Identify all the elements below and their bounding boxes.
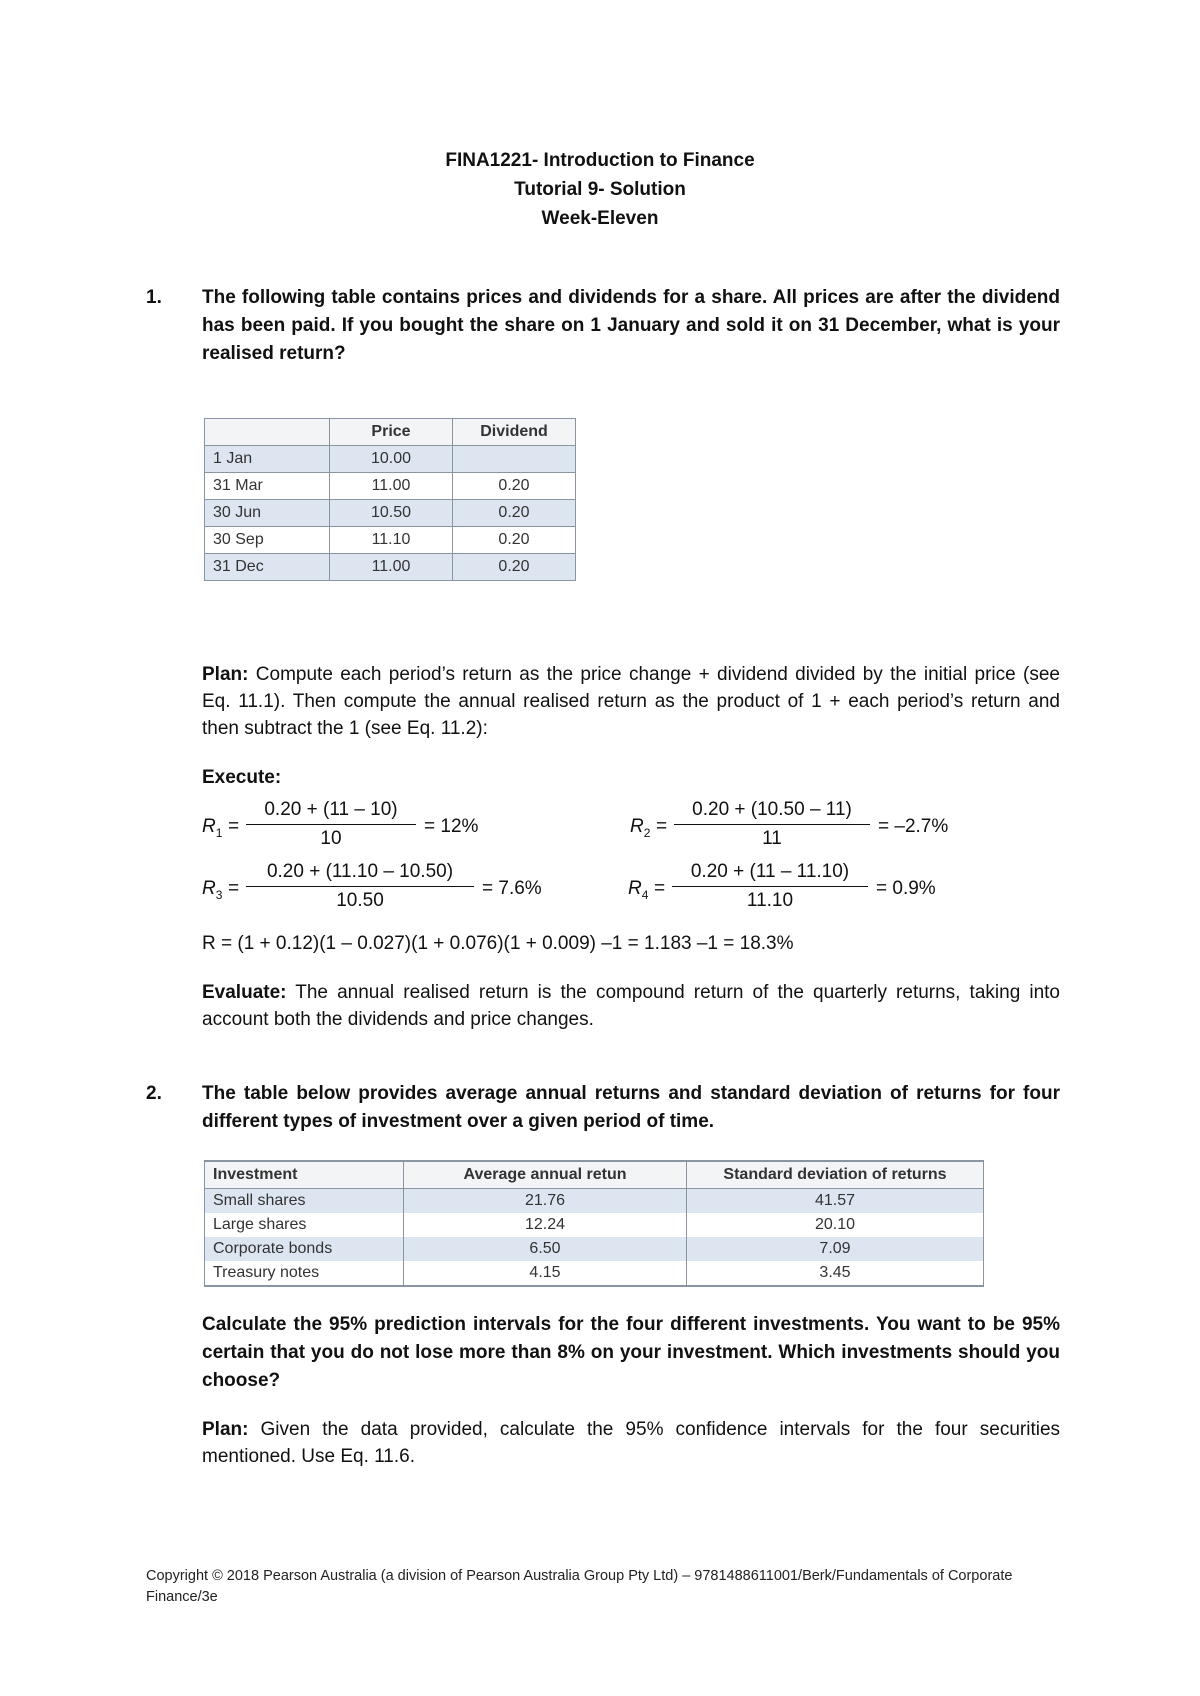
table-cell: 11.00 bbox=[330, 473, 453, 500]
question-1-text: The following table contains prices and dividends for a share. All prices are after the dividend has been paid. If you bought the share on 1 January and sold it on 31 December, what is your realised return? bbox=[202, 287, 1060, 364]
table-cell: 7.09 bbox=[687, 1237, 984, 1261]
table-header-cell: Standard deviation of returns bbox=[687, 1161, 984, 1189]
table-cell: 4.15 bbox=[404, 1261, 687, 1286]
table-cell: 30 Jun bbox=[205, 500, 330, 527]
table-cell: Large shares bbox=[205, 1213, 404, 1237]
plan-paragraph-1 bbox=[202, 661, 1060, 742]
table-header-row bbox=[205, 1161, 984, 1189]
table-cell: 6.50 bbox=[404, 1237, 687, 1261]
tutorial-title: Tutorial 9- Solution bbox=[514, 179, 686, 200]
table-row bbox=[205, 1189, 984, 1214]
equation-denominator: 10.50 bbox=[336, 890, 384, 911]
equation-denominator: 11.10 bbox=[746, 890, 794, 911]
execute-label: Execute: bbox=[202, 767, 282, 788]
equation-result: = 0.9% bbox=[876, 878, 936, 899]
table-header-row bbox=[205, 419, 576, 446]
plan-label: Plan: bbox=[202, 1419, 249, 1440]
plan-label: Plan: bbox=[202, 664, 249, 685]
equation-fraction bbox=[246, 858, 474, 915]
equation-numerator: 0.20 + (10.50 – 11) bbox=[692, 799, 852, 820]
question-2-prompt: Calculate the 95% prediction intervals for the four different investments. You want to be 95% certain that you do not lose more than 8% on your investment. Which investments should you choose? bbox=[202, 1314, 1060, 1391]
table-row bbox=[205, 500, 576, 527]
table-cell: 41.57 bbox=[687, 1189, 984, 1214]
table-header-cell: Investment bbox=[205, 1161, 404, 1189]
table-cell: 31 Mar bbox=[205, 473, 330, 500]
table-cell: 10.00 bbox=[330, 446, 453, 473]
table-cell bbox=[453, 446, 576, 473]
equation-lhs: $R_1$ = bbox=[202, 816, 239, 840]
table-cell: Corporate bonds bbox=[205, 1237, 404, 1261]
table-cell: Small shares bbox=[205, 1189, 404, 1214]
equation-fraction bbox=[246, 796, 416, 853]
equation-numerator: 0.20 + (11.10 – 10.50) bbox=[266, 861, 454, 882]
price-dividend-table bbox=[204, 418, 576, 581]
equation-fraction bbox=[672, 858, 868, 915]
plan-text: Given the data provided, calculate the 95% confidence intervals for the four securities mentioned. Use Eq. 11.6. bbox=[202, 1419, 1061, 1467]
table-row bbox=[205, 527, 576, 554]
document-header bbox=[0, 146, 1200, 233]
table-cell: 0.20 bbox=[453, 527, 576, 554]
table-row bbox=[205, 446, 576, 473]
table-cell: 10.50 bbox=[330, 500, 453, 527]
table-cell: 3.45 bbox=[687, 1261, 984, 1286]
week-title: Week-Eleven bbox=[541, 208, 659, 229]
equation-numerator: 0.20 + (11 – 11.10) bbox=[690, 861, 850, 882]
table-row bbox=[205, 554, 576, 581]
question-2-number: 2. bbox=[146, 1083, 162, 1104]
evaluate-paragraph bbox=[202, 979, 1060, 1033]
table-cell: 11.10 bbox=[330, 527, 453, 554]
table-cell: Treasury notes bbox=[205, 1261, 404, 1286]
equation-result: = –2.7% bbox=[878, 816, 949, 837]
course-title: FINA1221- Introduction to Finance bbox=[445, 150, 755, 171]
table-row bbox=[205, 1261, 984, 1286]
table-cell: 0.20 bbox=[453, 473, 576, 500]
evaluate-text: The annual realised return is the compound return of the quarterly returns, taking into account both the dividends and price changes. bbox=[202, 982, 1061, 1030]
equation-denominator: 10 bbox=[320, 828, 342, 849]
equation-result: = 12% bbox=[424, 816, 479, 837]
table-cell: 30 Sep bbox=[205, 527, 330, 554]
question-2-text: The table below provides average annual returns and standard deviation of returns for four different types of investment over a given period of time. bbox=[202, 1083, 1060, 1132]
question-1-number: 1. bbox=[146, 287, 162, 308]
equation-result: = 7.6% bbox=[482, 878, 542, 899]
table-row bbox=[205, 473, 576, 500]
table-cell: 21.76 bbox=[404, 1189, 687, 1214]
equation-lhs: $R_2$ = bbox=[630, 816, 667, 840]
equation-denominator: 11 bbox=[762, 828, 782, 849]
plan-paragraph-2 bbox=[202, 1416, 1060, 1470]
equation-fraction bbox=[674, 796, 870, 853]
table-row bbox=[205, 1213, 984, 1237]
table-cell: 0.20 bbox=[453, 500, 576, 527]
evaluate-label: Evaluate: bbox=[202, 982, 287, 1003]
equation-numerator: 0.20 + (11 – 10) bbox=[264, 799, 398, 820]
plan-text: Compute each period’s return as the price change + dividend divided by the initial price (see Eq. 11.1). Then compute the annual realised return as the product of 1 + each period’s return and then subtract the 1 (see Eq. 11.2): bbox=[202, 664, 1060, 739]
table-cell: 12.24 bbox=[404, 1213, 687, 1237]
table-cell: 0.20 bbox=[453, 554, 576, 581]
table-header-cell: Price bbox=[330, 419, 453, 446]
table-row bbox=[205, 1237, 984, 1261]
table-header-cell: Dividend bbox=[453, 419, 576, 446]
table-cell: 11.00 bbox=[330, 554, 453, 581]
annual-return-equation: R = (1 + 0.12)(1 – 0.027)(1 + 0.076)(1 + 0.009) –1 = 1.183 –1 = 18.3% bbox=[202, 933, 794, 954]
table-header-cell bbox=[205, 419, 330, 446]
copyright-footer: Copyright © 2018 Pearson Australia (a division of Pearson Australia Group Pty Ltd) – 9781488611001/Berk/Fundamentals of Corporate Finance/3e bbox=[146, 1568, 1013, 1605]
equation-lhs: $R_4$ = bbox=[628, 878, 665, 902]
table-cell: 20.10 bbox=[687, 1213, 984, 1237]
investment-returns-table bbox=[204, 1160, 984, 1287]
table-cell: 31 Dec bbox=[205, 554, 330, 581]
equation-lhs: $R_3$ = bbox=[202, 878, 239, 902]
table-header-cell: Average annual retun bbox=[404, 1161, 687, 1189]
table-cell: 1 Jan bbox=[205, 446, 330, 473]
